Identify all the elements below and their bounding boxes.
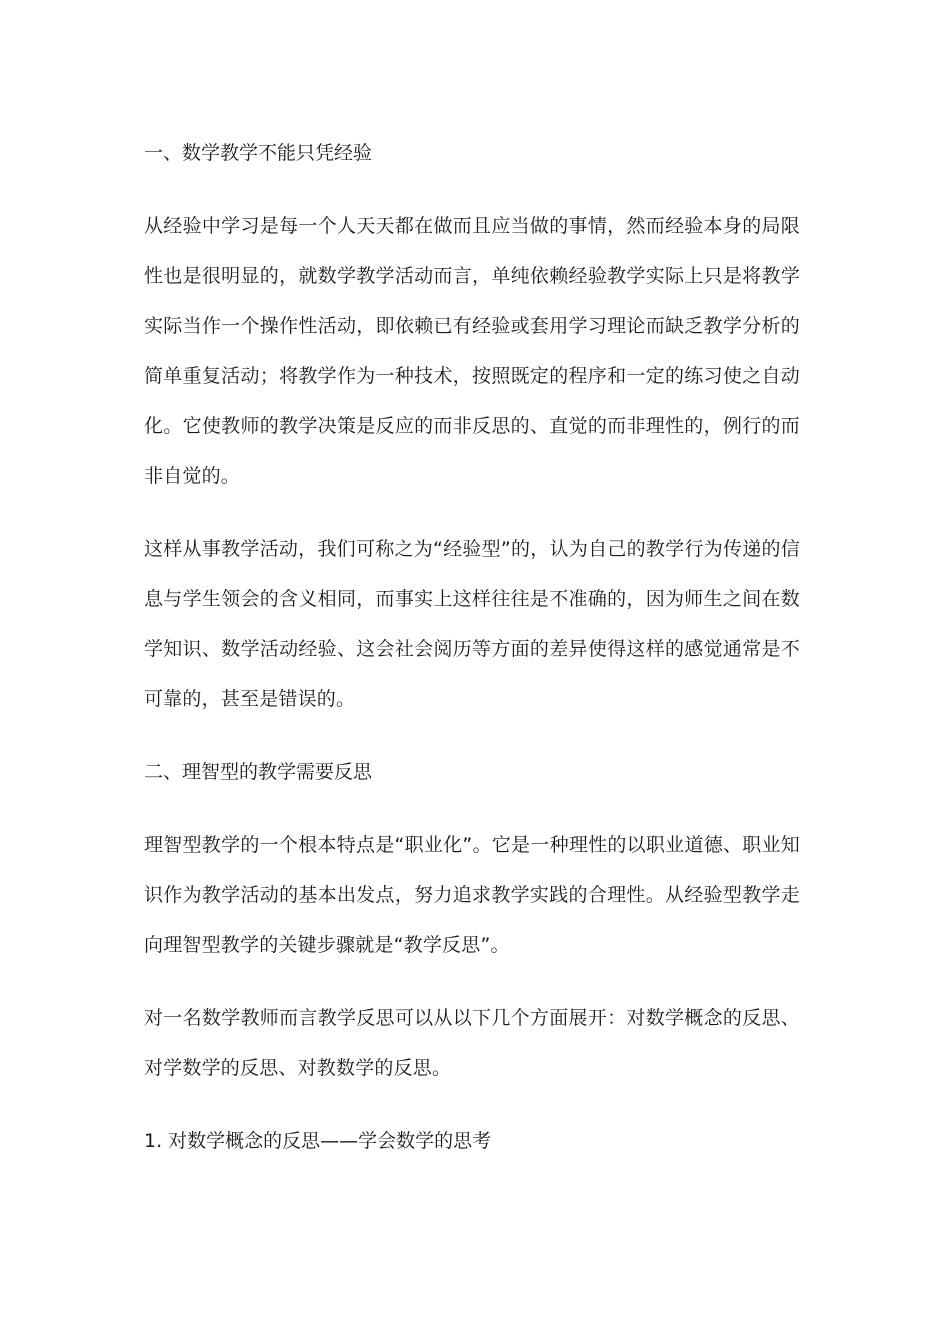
document-body	[144, 128, 800, 1166]
subsection-heading-1: 1. 对数学概念的反思——学会数学的思考	[144, 1130, 492, 1152]
section-heading-2: 二、理智型的教学需要反思	[144, 761, 373, 783]
paragraph-gap	[144, 797, 800, 820]
paragraph-gap	[144, 970, 800, 993]
paragraph-3: 理智型教学的一个根本特点是“职业化”。它是一种理性的以职业道德、职业知识作为教学活动的基本出发点，努力追求教学实践的合理性。从经验型教学走向理智型教学的关键步骤就是“教学反思”。	[144, 834, 800, 956]
paragraph-gap	[144, 501, 800, 524]
paragraph-2: 这样从事教学活动，我们可称之为“经验型”的，认为自己的教学行为传递的信息与学生领会的含义相同，而事实上这样往往是不准确的，因为师生之间在数学知识、数学活动经验、这会社会阅历等方面的差异使得这样的感觉通常是不可靠的，甚至是错误的。	[144, 538, 800, 710]
section-heading-1: 一、数学教学不能只凭经验	[144, 142, 373, 164]
paragraph-gap	[144, 724, 800, 747]
paragraph-4: 对一名数学教师而言教学反思可以从以下几个方面展开：对数学概念的反思、对学数学的反思、对教数学的反思。	[144, 1007, 800, 1079]
paragraph-1: 从经验中学习是每一个人天天都在做而且应当做的事情，然而经验本身的局限性也是很明显的，就数学教学活动而言，单纯依赖经验教学实际上只是将教学实际当作一个操作性活动，即依赖已有经验或套用学习理论而缺乏教学分析的简单重复活动；将教学作为一种技术，按照既定的程序和一定的练习使之自动化。它使教师的教学决策是反应的而非反思的、直觉的而非理性的，例行的而非自觉的。	[144, 215, 800, 487]
paragraph-gap	[144, 178, 800, 201]
paragraph-gap	[144, 1093, 800, 1116]
